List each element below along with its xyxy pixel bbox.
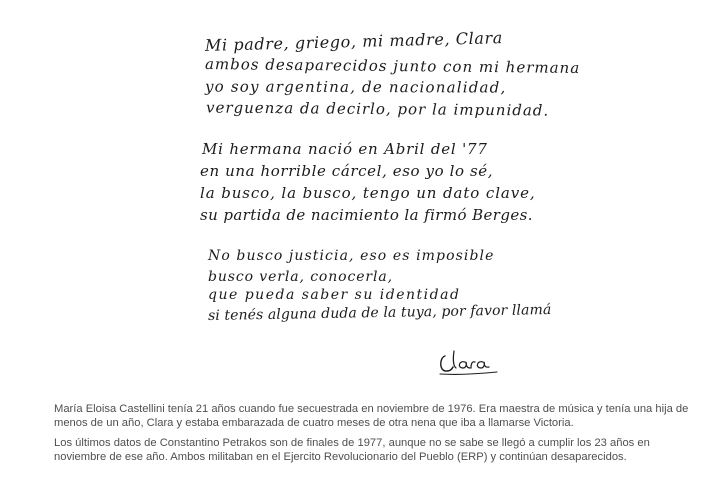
caption — [54, 403, 694, 471]
letter-line: No busco justicia, eso es imposible — [208, 248, 495, 264]
letter-line: verguenza da decirlo, por la impunidad. — [205, 98, 550, 120]
letter-line: busco verla, conocerla, — [208, 269, 394, 285]
letter-line: ambos desaparecidos junto con mi hermana — [204, 55, 581, 77]
letter-line: en una horrible cárcel, eso yo lo sé, — [200, 162, 494, 180]
letter-line: Mi hermana nació en Abril del '77 — [202, 140, 488, 158]
signature — [437, 348, 501, 378]
letter-line: su partida de nacimiento la firmó Berges. — [200, 206, 533, 224]
letter-line: si tenés alguna duda de la tuya, por favor llamá — [207, 302, 552, 324]
caption-paragraph-1: María Eloisa Castellini tenía 21 años cuando fue secuestrada en noviembre de 1976. Era maestra de música y tenía una hija de menos de un año, Clara y estaba embarazada de cuatro meses de otra nena que iba a llamarse Victoria. — [54, 403, 689, 429]
caption-paragraph-2: Los últimos datos de Constantino Petrakos son de finales de 1977, aunque no se sabe se llegó a cumplir los 23 años en noviembre de ese año. Ambos militaban en el Ejercito Revolucionario del Pueblo (ERP) y continúan desaparecidos. — [54, 437, 650, 463]
letter-line: la busco, la busco, tengo un dato clave, — [200, 184, 536, 202]
letter-line: yo soy argentina, de nacionalidad, — [204, 77, 507, 97]
letter-line: que pueda saber su identidad — [208, 287, 461, 303]
letter-line: Mi padre, griego, mi madre, Clara — [204, 28, 504, 55]
